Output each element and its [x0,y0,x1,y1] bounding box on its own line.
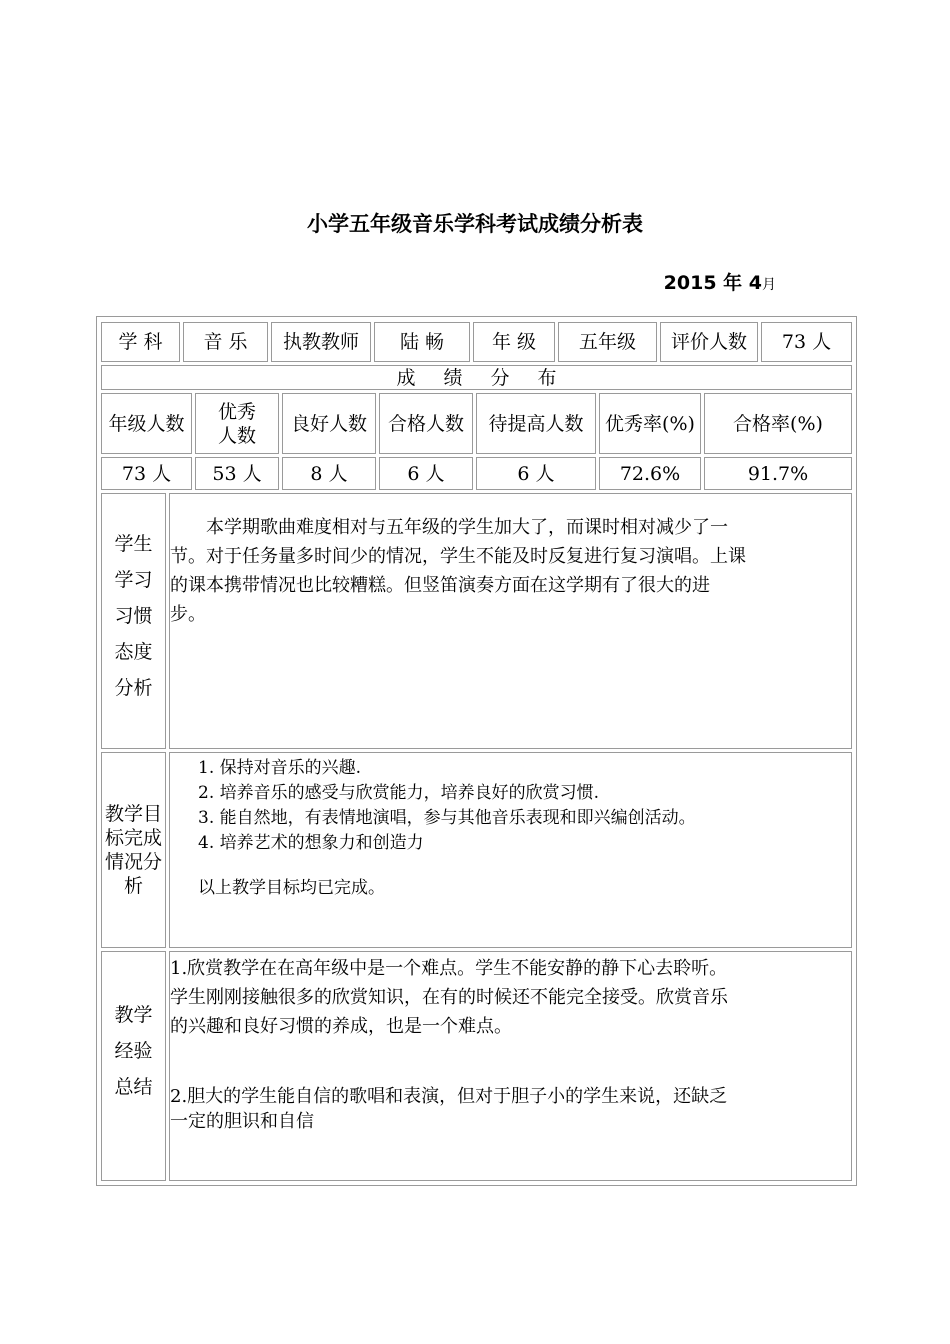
habits-line: 节。对于任务量多时间少的情况，学生不能及时反复进行复习演唱。上课 [170,546,746,567]
stat-header-improve: 待提高人数 [476,393,596,454]
habits-label [101,493,166,749]
experience-line: 的兴趣和良好习惯的养成，也是一个难点。 [170,1016,512,1037]
goals-summary: 以上教学目标均已完成。 [198,878,385,898]
info-cell-teacher-value: 陆 畅 [374,322,470,362]
habits-label-line: 学习 [114,569,153,591]
habits-text [170,513,855,629]
page-title: 小学五年级音乐学科考试成绩分析表 [307,212,643,236]
experience-line: 1.欣赏教学在在高年级中是一个难点。学生不能安静的静下心去聆听。 [170,958,728,979]
stat-header-pass: 合格人数 [379,393,473,454]
experience-line: 2.胆大的学生能自信的歌唱和表演，但对于胆子小的学生来说，还缺乏 [170,1086,728,1107]
stat-header-excellent-rate: 优秀率(%) [599,393,701,454]
goal-item: 1. 保持对音乐的兴趣. [198,758,362,778]
score-distribution-header: 成 绩 分 布 [101,365,852,390]
habits-label-line: 习惯 [114,605,153,627]
goal-item: 2. 培养音乐的感受与欣赏能力，培养良好的欣赏习惯. [198,783,600,803]
goals-list [198,756,696,856]
info-cell-count-label: 评价人数 [660,322,758,362]
info-cell-teacher-label: 执教教师 [271,322,371,362]
goals-label [101,752,166,948]
habits-line: 步。 [170,604,206,625]
goal-item: 3. 能自然地，有表情地演唱，参与其他音乐表现和即兴编创活动。 [198,808,696,828]
experience-label-line: 经验 [114,1040,153,1062]
stat-value-pass: 6 人 [379,457,473,490]
info-cell-grade-label: 年 级 [473,322,555,362]
stat-value-pass-rate: 91.7% [704,457,852,490]
stat-header-pass-rate: 合格率(%) [704,393,852,454]
info-cell-subject-label: 学 科 [101,322,180,362]
goals-label-line: 情况分 [104,851,162,873]
experience-text-2 [170,1084,855,1134]
goals-label-line: 析 [123,875,143,897]
goal-item: 4. 培养艺术的想象力和创造力 [198,833,424,853]
habits-line: 的课本携带情况也比较糟糕。但竖笛演奏方面在这学期有了很大的进 [170,575,710,596]
stat-header-good: 良好人数 [282,393,376,454]
info-cell-subject-value: 音 乐 [183,322,268,362]
experience-label [101,951,166,1181]
stat-header-excellent: 优秀人数 [195,393,279,454]
habits-line: 本学期歌曲难度相对与五年级的学生加大了，而课时相对减少了一 [170,517,728,538]
stat-value-improve: 6 人 [476,457,596,490]
experience-text-1 [170,954,855,1041]
report-date [664,268,776,295]
stat-value-excellent-rate: 72.6% [599,457,701,490]
experience-line: 学生刚刚接触很多的欣赏知识，在有的时候还不能完全接受。欣赏音乐 [170,987,728,1008]
stat-value-grade-total: 73 人 [101,457,192,490]
info-cell-count-value: 73 人 [761,322,852,362]
experience-label-line: 教学 [114,1004,153,1026]
habits-label-line: 分析 [114,677,153,699]
info-cell-grade-value: 五年级 [558,322,657,362]
goals-label-line: 标完成 [104,827,162,849]
stat-header-grade-total: 年级人数 [101,393,192,454]
habits-label-line: 态度 [114,641,153,663]
date-year-month: 2015 年 4 [663,272,762,294]
experience-line: 一定的胆识和自信 [170,1111,314,1132]
goals-label-line: 教学目 [104,803,162,825]
stat-value-good: 8 人 [282,457,376,490]
date-unit: 月 [762,277,776,293]
stat-value-excellent: 53 人 [195,457,279,490]
habits-label-line: 学生 [114,533,153,555]
experience-label-line: 总结 [114,1076,153,1098]
